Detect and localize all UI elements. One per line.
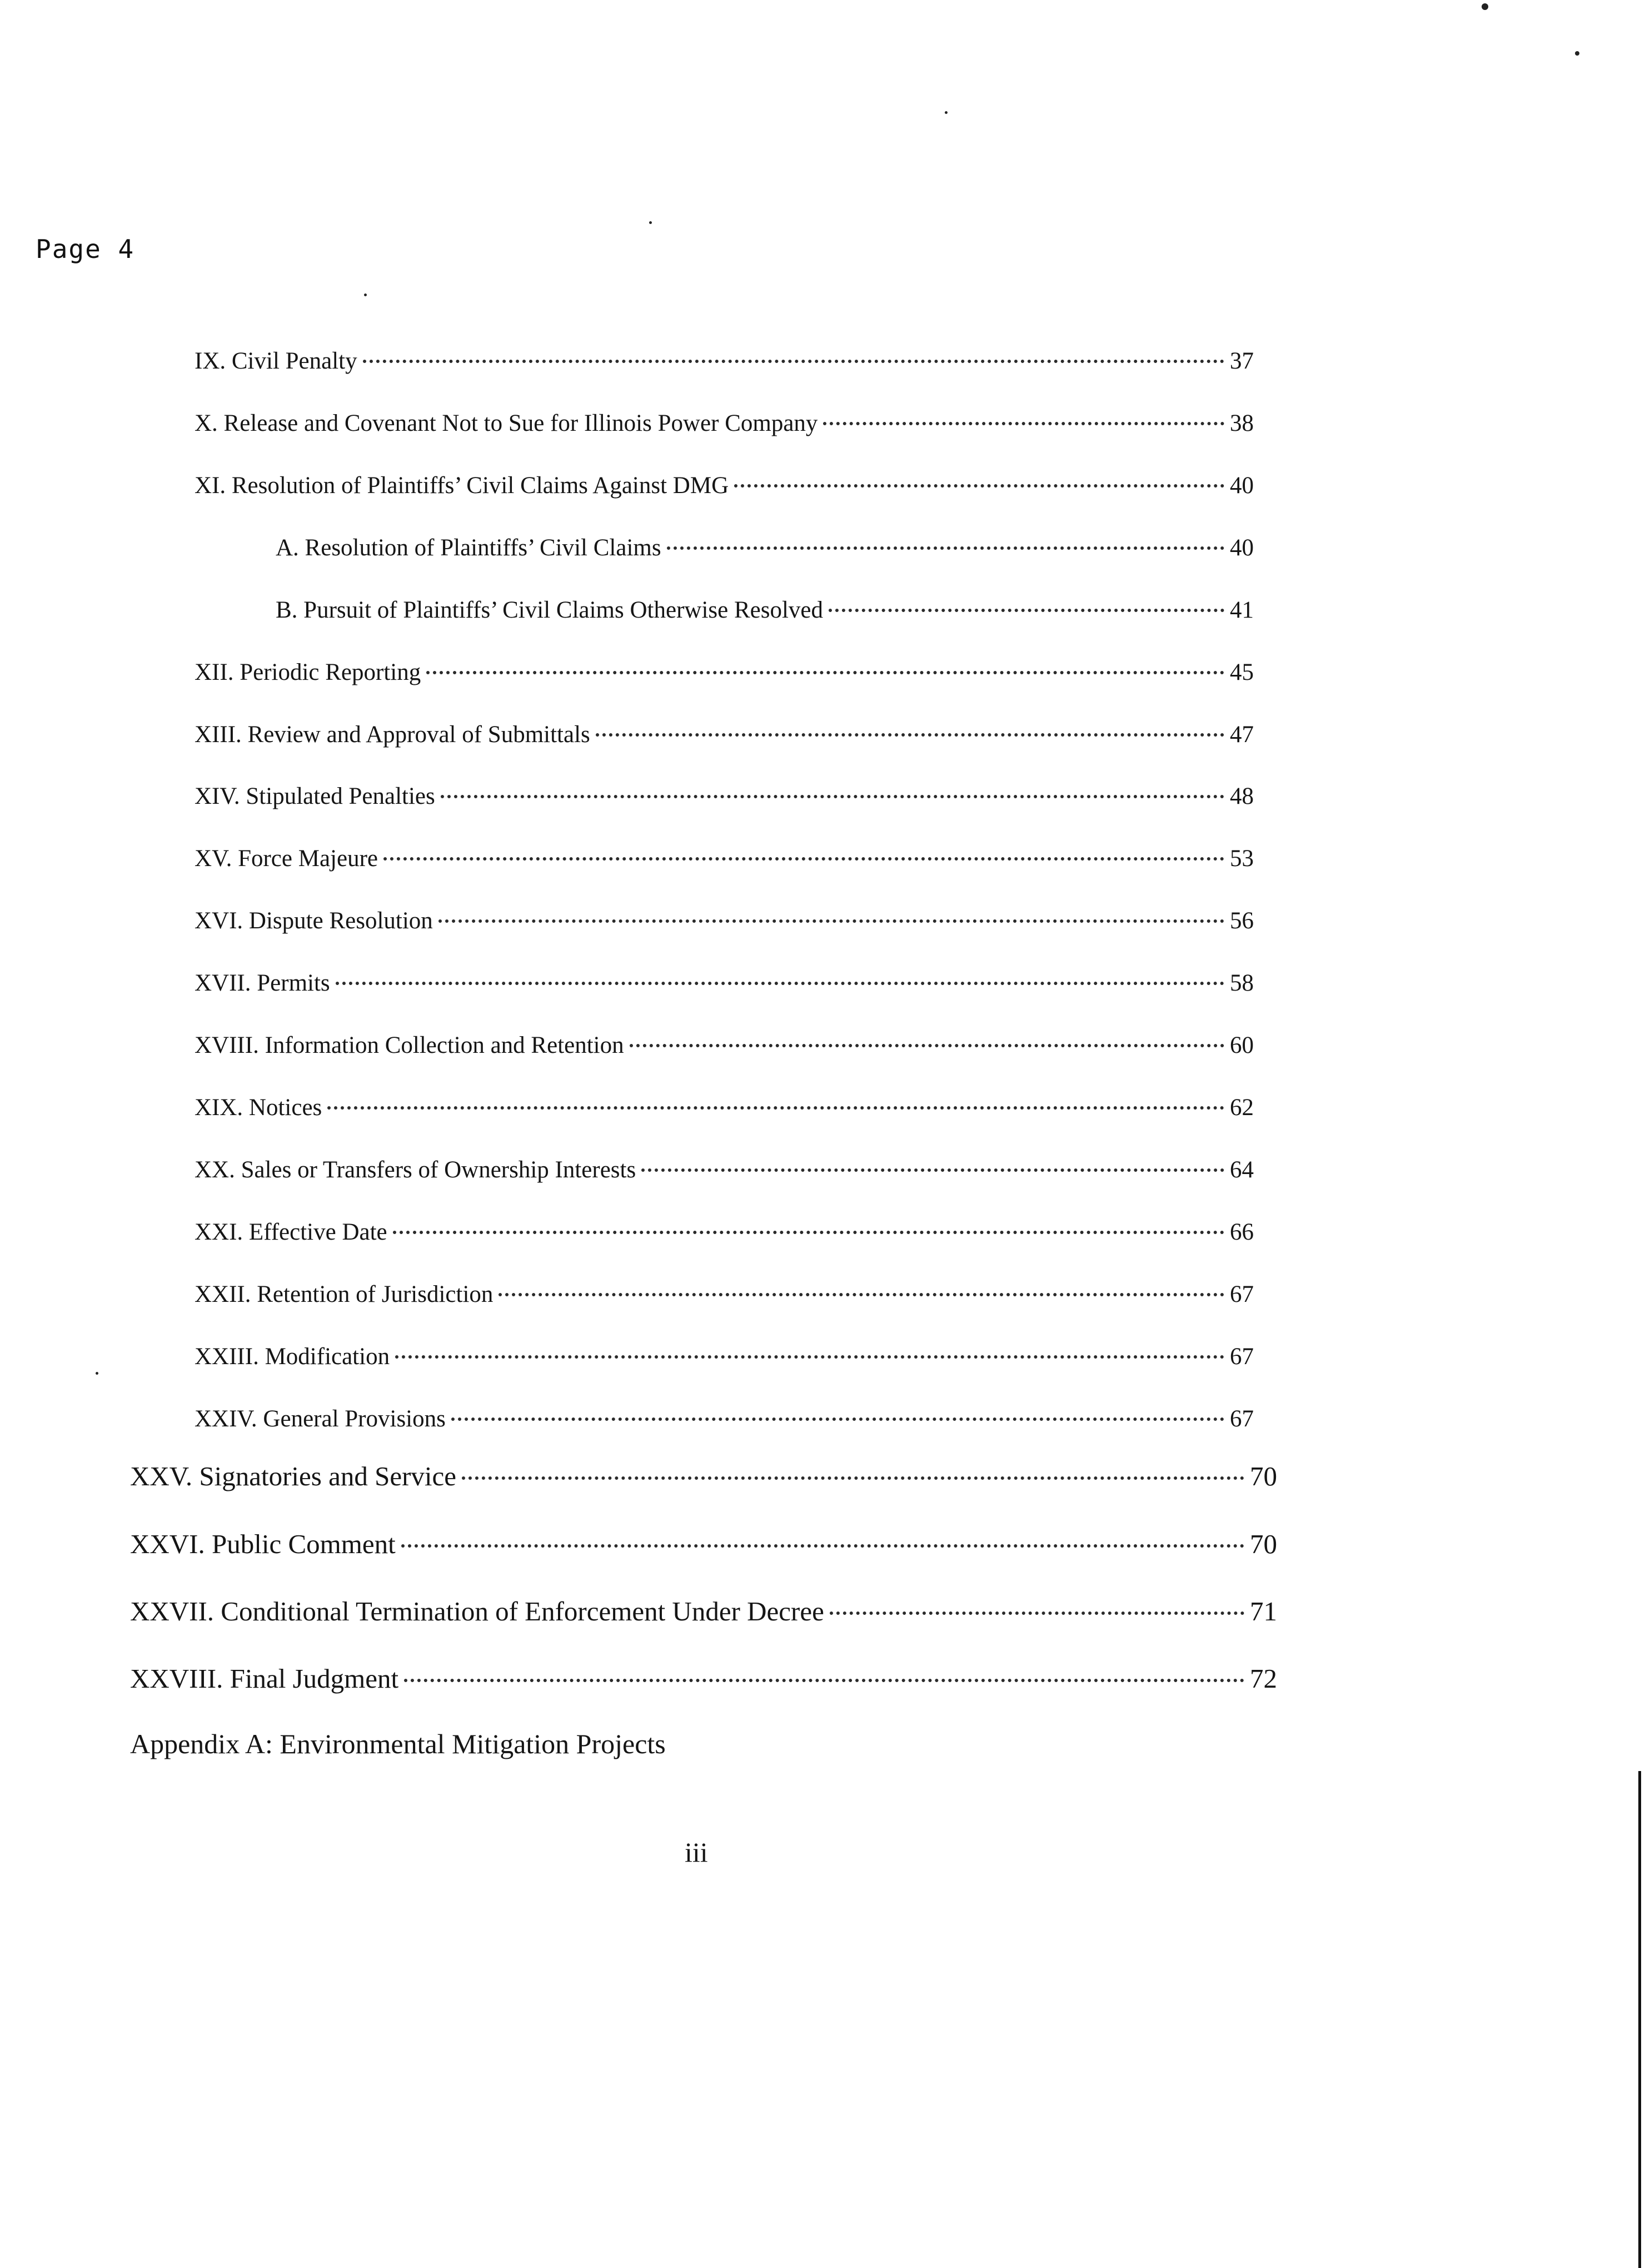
toc-entry[interactable] [195, 968, 1254, 999]
dot-leader [451, 1418, 1224, 1421]
toc-entry-label: XXVI. Public Comment [130, 1529, 396, 1559]
toc-entry-page: 62 [1230, 1095, 1254, 1121]
toc-entry-page: 67 [1230, 1344, 1254, 1370]
toc-entry[interactable] [195, 1092, 1254, 1123]
dot-leader [630, 1044, 1224, 1047]
dot-leader [641, 1168, 1224, 1172]
toc-entry-label: XXV. Signatories and Service [130, 1461, 456, 1491]
toc-entry-page: 45 [1230, 659, 1254, 685]
scan-speck [945, 111, 948, 114]
toc-entry[interactable] [195, 346, 1254, 377]
dot-leader [404, 1679, 1244, 1682]
dot-leader [395, 1355, 1224, 1359]
dot-leader [363, 360, 1224, 363]
toc-entry-label: XVII. Permits [195, 970, 330, 996]
dot-leader [327, 1106, 1224, 1110]
toc-entry[interactable] [195, 781, 1254, 812]
toc-entry-page: 66 [1230, 1219, 1254, 1245]
toc-appendix[interactable]: Appendix A: Environmental Mitigation Projects [130, 1728, 666, 1759]
page-header-label: Page 4 [36, 234, 135, 264]
toc-entry-page: 67 [1230, 1281, 1254, 1307]
toc-entry[interactable] [195, 1217, 1254, 1248]
scan-edge-line [1638, 1771, 1641, 2268]
toc-entry-page: 48 [1230, 783, 1254, 809]
toc-entry-page: 53 [1230, 845, 1254, 872]
toc-entry-page: 37 [1230, 348, 1254, 374]
toc-entry[interactable] [130, 1459, 1277, 1494]
toc-entry-page: 41 [1230, 597, 1254, 623]
toc-entry-page: 70 [1250, 1461, 1277, 1491]
dot-leader [426, 671, 1224, 674]
toc-subentry[interactable] [276, 595, 1254, 626]
scan-speck [1482, 3, 1488, 10]
dot-leader [393, 1231, 1224, 1234]
toc-entry-page: 56 [1230, 908, 1254, 934]
toc-entry[interactable] [195, 1341, 1254, 1372]
toc-entry-label: B. Pursuit of Plaintiffs’ Civil Claims Otherwise Resolved [276, 597, 823, 623]
dot-leader [438, 919, 1224, 923]
toc-entry-page: 58 [1230, 970, 1254, 996]
toc-entry-page: 40 [1230, 535, 1254, 561]
toc-entry[interactable] [195, 657, 1254, 688]
toc-entry-label: XX. Sales or Transfers of Ownership Interests [195, 1157, 636, 1183]
toc-entry-page: 67 [1230, 1406, 1254, 1432]
toc-entry-label: A. Resolution of Plaintiffs’ Civil Claims [276, 535, 661, 561]
toc-entry-page: 40 [1230, 472, 1254, 499]
toc-entry-label: XVI. Dispute Resolution [195, 908, 433, 934]
toc-entry-label: XVIII. Information Collection and Retention [195, 1032, 624, 1058]
scan-speck [649, 221, 652, 224]
toc-entry-label: XXVIII. Final Judgment [130, 1663, 399, 1694]
toc-entry[interactable] [195, 906, 1254, 937]
dot-leader [383, 857, 1224, 861]
toc-entry-label: XXI. Effective Date [195, 1219, 387, 1245]
dot-leader [829, 609, 1224, 612]
dot-leader [499, 1293, 1224, 1296]
dot-leader [336, 982, 1224, 985]
toc-entry[interactable] [195, 408, 1254, 439]
toc-subentry[interactable] [276, 533, 1254, 564]
toc-entry[interactable] [195, 470, 1254, 501]
toc-entry[interactable] [195, 1279, 1254, 1310]
toc-entry-label: XXIV. General Provisions [195, 1406, 446, 1432]
toc-entry-label: XIV. Stipulated Penalties [195, 783, 435, 809]
dot-leader [830, 1612, 1244, 1615]
toc-entry-label: X. Release and Covenant Not to Sue for Illinois Power Company [195, 410, 818, 436]
toc-entry[interactable] [195, 1155, 1254, 1186]
dot-leader [667, 546, 1224, 550]
dot-leader [823, 422, 1224, 425]
dot-leader [596, 733, 1224, 737]
scan-speck [364, 294, 367, 296]
scan-speck [1575, 51, 1579, 56]
toc-entry-label: XII. Periodic Reporting [195, 659, 421, 685]
dot-leader [462, 1476, 1244, 1480]
toc-entry[interactable] [195, 719, 1254, 750]
toc-entry[interactable] [195, 843, 1254, 874]
toc-entry-label: XXIII. Modification [195, 1344, 390, 1370]
toc-entry-page: 47 [1230, 722, 1254, 748]
toc-entry-label: IX. Civil Penalty [195, 348, 357, 374]
toc-entry-page: 71 [1250, 1596, 1277, 1627]
toc-entry[interactable] [195, 1404, 1254, 1435]
toc-entry-page: 38 [1230, 410, 1254, 436]
toc-entry[interactable] [130, 1662, 1277, 1696]
toc-entry-label: XIII. Review and Approval of Submittals [195, 722, 590, 748]
scan-speck [96, 1372, 98, 1375]
dot-leader [441, 795, 1224, 798]
toc-entry-page: 70 [1250, 1529, 1277, 1559]
dot-leader [734, 484, 1224, 488]
toc-entry-label: XIX. Notices [195, 1095, 322, 1121]
dot-leader [401, 1544, 1244, 1548]
toc-entry-page: 72 [1250, 1663, 1277, 1694]
toc-entry-label: XXVII. Conditional Termination of Enforcement Under Decree [130, 1596, 824, 1627]
toc-entry-label: XXII. Retention of Jurisdiction [195, 1281, 493, 1307]
footer-page-number: iii [685, 1837, 708, 1868]
toc-entry[interactable] [195, 1030, 1254, 1061]
toc-entry-label: XV. Force Majeure [195, 845, 378, 872]
toc-entry-page: 64 [1230, 1157, 1254, 1183]
toc-entry[interactable] [130, 1594, 1277, 1629]
toc-entry[interactable] [130, 1527, 1277, 1561]
toc-entry-label: XI. Resolution of Plaintiffs’ Civil Claims Against DMG [195, 472, 729, 499]
toc-entry-page: 60 [1230, 1032, 1254, 1058]
